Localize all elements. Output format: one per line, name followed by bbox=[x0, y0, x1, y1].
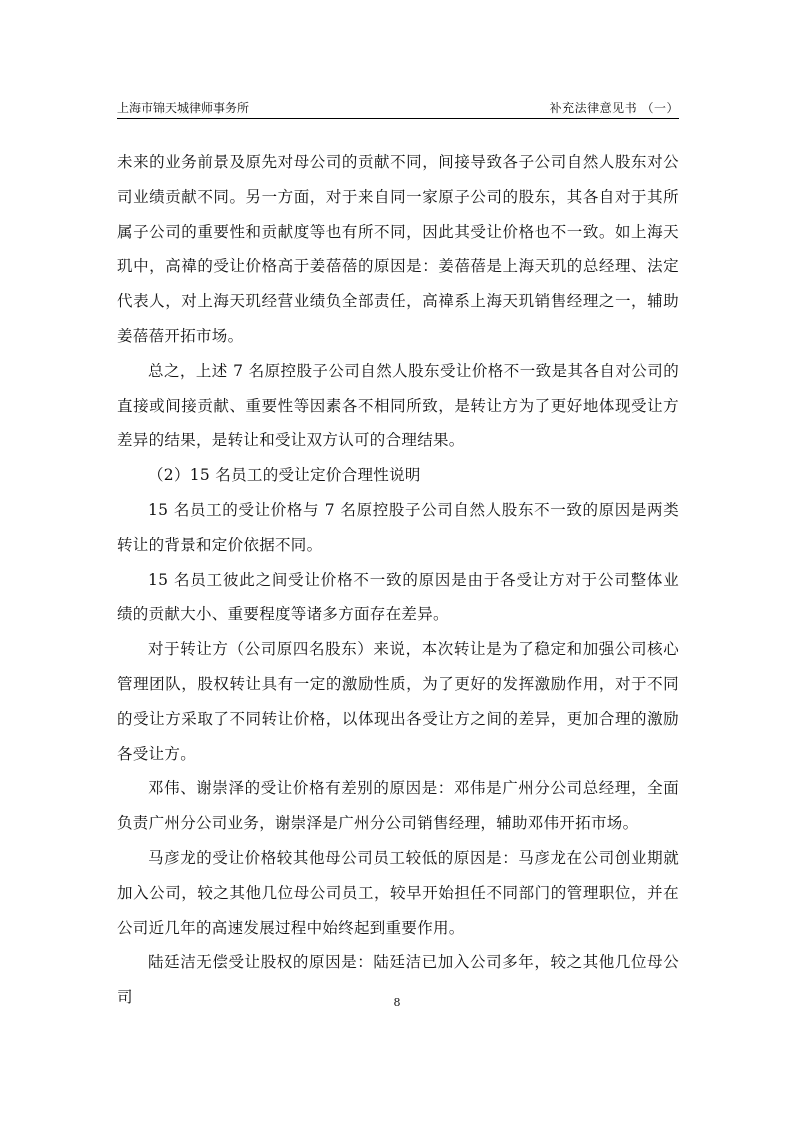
paragraph-continuation: 未来的业务前景及原先对母公司的贡献不同，间接导致各子公司自然人股东对公司业绩贡献不同。另一方面，对于来自同一家原子公司的股东，其各自对于其所属子公司的重要性和贡献度等也有所不同，因此其受让价格也不一致。如上海天玑中，高禕的受让价格高于姜蓓蓓的原因是：姜蓓蓓是上海天玑的总经理、法定代表人，对上海天玑经营业绩负全部责任，高禕系上海天玑销售经理之一，辅助姜蓓蓓开拓市场。 bbox=[117, 153, 679, 345]
header-document-title: 补充法律意见书 （一） bbox=[549, 101, 679, 115]
section-heading: （2）15 名员工的受让定价合理性说明 bbox=[148, 466, 421, 485]
header-firm-name: 上海市锦天城律师事务所 bbox=[117, 101, 250, 115]
paragraph: 15 名员工的受让价格与 7 名原控股子公司自然人股东不一致的原因是两类转让的背景和定价依据不同。 bbox=[117, 500, 679, 554]
document-body bbox=[117, 145, 679, 1015]
paragraph: 对于转让方（公司原四名股东）来说，本次转让是为了稳定和加强公司核心管理团队，股权转让具有一定的激励性质，为了更好的发挥激励作用，对于不同的受让方采取了不同转让价格，以体现出各受让方之间的差异，更加合理的激励各受让方。 bbox=[117, 640, 679, 763]
paragraph-summary: 总之，上述 7 名原控股子公司自然人股东受让价格不一致是其各自对公司的直接或间接贡献、重要性等因素各不相同所致，是转让方为了更好地体现受让方差异的结果，是转让和受让双方认可的合理结果。 bbox=[117, 361, 679, 450]
page-header bbox=[117, 98, 679, 119]
paragraph: 马彦龙的受让价格较其他母公司员工较低的原因是：马彦龙在公司创业期就加入公司，较之其他几位母公司员工，较早开始担任不同部门的管理职位，并在公司近几年的高速发展过程中始终起到重要作用。 bbox=[117, 848, 679, 937]
page-number: 8 bbox=[393, 996, 401, 1009]
paragraph: 陆廷洁无偿受让股权的原因是：陆廷洁已加入公司多年，较之其他几位母公司 bbox=[117, 953, 679, 1007]
paragraph: 邓伟、谢崇泽的受让价格有差别的原因是：邓伟是广州分公司总经理，全面负责广州分公司业务，谢崇泽是广州分公司销售经理，辅助邓伟开拓市场。 bbox=[117, 779, 679, 833]
paragraph: 15 名员工彼此之间受让价格不一致的原因是由于各受让方对于公司整体业绩的贡献大小、重要程度等诸多方面存在差异。 bbox=[117, 570, 679, 624]
